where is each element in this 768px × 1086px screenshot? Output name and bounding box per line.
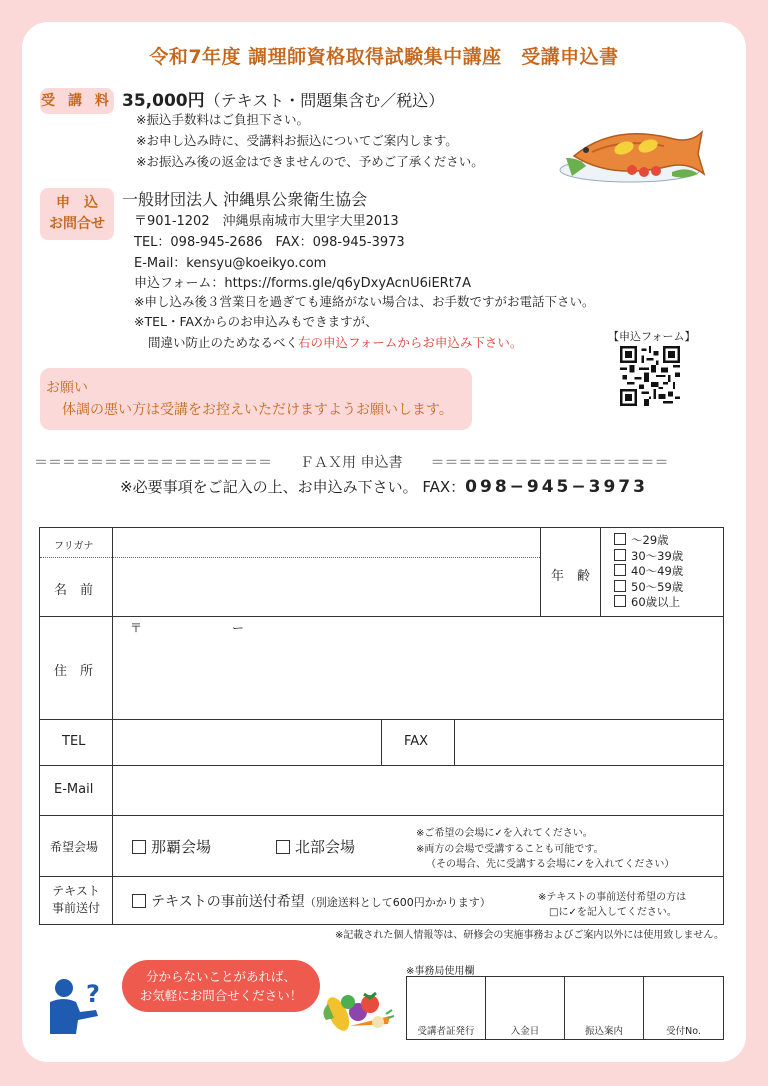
qr-caption: 【申込フォーム】 bbox=[608, 330, 696, 343]
checkbox[interactable] bbox=[614, 580, 626, 592]
email-field[interactable] bbox=[113, 766, 723, 815]
office-use-cell bbox=[565, 977, 644, 1039]
contact-note: ※申し込み後３営業日を過ぎても連絡がない場合は、お手数ですがお電話下さい。 bbox=[134, 294, 595, 309]
application-form bbox=[39, 527, 724, 925]
office-use-column-label: 振込案内 bbox=[584, 1026, 623, 1037]
venue-hokubu-label: 北部会場 bbox=[295, 838, 356, 856]
age-option[interactable] bbox=[614, 549, 683, 565]
inquiry-bubble bbox=[122, 960, 320, 1012]
office-use-column-label: 入金日 bbox=[510, 1026, 540, 1037]
age-option[interactable] bbox=[614, 580, 683, 596]
age-option[interactable] bbox=[614, 533, 683, 549]
name-field[interactable] bbox=[113, 558, 540, 616]
fee-label: 受 講 料 bbox=[40, 88, 114, 114]
email-label: E-Mail bbox=[54, 782, 94, 797]
office-use-column-label: 受講者証発行 bbox=[417, 1026, 475, 1037]
checkbox[interactable] bbox=[132, 840, 146, 854]
age-option[interactable] bbox=[614, 595, 683, 611]
checkbox[interactable] bbox=[614, 549, 626, 561]
text-shipping-label bbox=[48, 883, 104, 917]
contact-tel-fax: TEL：098-945-2686 FAX：098-945-3973 bbox=[134, 235, 405, 250]
checkbox[interactable] bbox=[276, 840, 290, 854]
person-question-icon bbox=[44, 978, 110, 1034]
contact-address: 〒901-1202 沖縄県南城市大里字大里2013 bbox=[134, 214, 399, 229]
organization-name: 一般財団法人 沖縄県公衆衛生協会 bbox=[122, 190, 368, 209]
fax-label: FAX bbox=[404, 734, 429, 749]
furigana-field[interactable] bbox=[113, 528, 540, 557]
text-shipping-label-line: 事前送付 bbox=[51, 901, 100, 915]
tel-label: TEL bbox=[62, 734, 86, 749]
age-option-label: 30～39歳 bbox=[631, 548, 684, 563]
tel-field[interactable] bbox=[113, 720, 381, 765]
age-option-label: ～29歳 bbox=[631, 533, 669, 547]
privacy-note: ※記載された個人情報等は、研修会の実施事務およびご案内以外には使用致しません。 bbox=[335, 930, 724, 941]
age-option-label: 60歳以上 bbox=[631, 595, 681, 609]
fee-note: ※振込手数料はご負担下さい。 bbox=[136, 112, 309, 127]
contact-note bbox=[148, 333, 522, 351]
venue-hokubu-option[interactable] bbox=[276, 836, 355, 857]
grilled-fish-icon bbox=[552, 118, 714, 190]
fax-instruction: ※必要事項をご記入の上、お申込み下さい。 FAX： bbox=[120, 478, 466, 496]
fee-note: ※お申し込み時に、受講料お振込についてご案内します。 bbox=[136, 133, 458, 148]
fax-number: 098−945−3973 bbox=[465, 477, 648, 497]
fee-amount: 35,000円 bbox=[122, 91, 205, 111]
request-box bbox=[40, 368, 472, 430]
text-shipping-note: ※テキストの事前送付希望の方は bbox=[538, 892, 687, 903]
text-shipping-label-line: テキスト bbox=[52, 884, 100, 898]
age-option[interactable] bbox=[614, 564, 683, 580]
text-shipping-fee-note: （別途送料として600円かかります） bbox=[304, 896, 491, 909]
contact-note: ※TEL・FAXからのお申込みもできますが、 bbox=[134, 314, 378, 329]
contact-label bbox=[40, 188, 114, 240]
venue-naha-option[interactable] bbox=[132, 836, 211, 857]
checkbox[interactable] bbox=[132, 894, 146, 908]
address-field[interactable] bbox=[113, 617, 723, 719]
fee-note: ※お振込み後の返金はできませんので、予めご了承ください。 bbox=[136, 154, 484, 169]
fee-detail: （テキスト・問題集含む／税込） bbox=[204, 91, 445, 110]
contact-form-url[interactable]: 申込フォーム：https://forms.gle/q6yDxyAcnU6iERt7A bbox=[134, 276, 471, 291]
bubble-line: お気軽にお問合せください！ bbox=[139, 988, 303, 1003]
qr-code-icon[interactable] bbox=[620, 346, 680, 406]
postal-dash: ー bbox=[232, 621, 245, 635]
text-shipping-option-label: テキストの事前送付希望 bbox=[151, 894, 305, 910]
furigana-label: フリガナ bbox=[54, 541, 94, 552]
venue-naha-label: 那覇会場 bbox=[151, 838, 212, 856]
office-use-table bbox=[406, 976, 724, 1040]
bubble-line: 分からないことがあれば、 bbox=[145, 969, 296, 984]
contact-email[interactable]: E-Mail：kensyu@koeikyo.com bbox=[134, 256, 327, 271]
office-use-label: ※事務局使用欄 bbox=[406, 966, 475, 977]
fee-amount-line bbox=[122, 86, 444, 111]
office-use-cell bbox=[486, 977, 565, 1039]
venue-note: ※両方の会場で受講することも可能です。 bbox=[416, 844, 604, 855]
office-use-cell bbox=[644, 977, 723, 1039]
request-body: 体調の悪い方は受講をお控えいただけますようお願いします。 bbox=[62, 402, 453, 418]
contact-note-prefix: 間違い防止のためなるべく bbox=[148, 335, 299, 350]
fax-form-heading: ＝＝＝＝＝＝＝＝＝＝＝＝＝＝＝＝＝ ＦＡＸ用 申込書 ＝＝＝＝＝＝＝＝＝＝＝＝＝＝＝＝＝ bbox=[34, 455, 669, 471]
age-label: 年 齢 bbox=[551, 569, 591, 584]
fax-field[interactable] bbox=[455, 720, 723, 765]
text-shipping-option[interactable] bbox=[132, 891, 491, 911]
contact-label-line: 申 込 bbox=[56, 195, 98, 211]
checkbox[interactable] bbox=[614, 533, 626, 545]
contact-label-line: お問合せ bbox=[49, 216, 105, 232]
postal-mark: 〒 bbox=[130, 621, 143, 635]
name-label: 名 前 bbox=[54, 583, 94, 598]
vegetables-icon bbox=[320, 984, 394, 1036]
text-shipping-note: □に✓を記入してください。 bbox=[549, 907, 677, 918]
address-label: 住 所 bbox=[54, 664, 94, 679]
contact-note-highlight: 右の申込フォームからお申込み下さい。 bbox=[298, 335, 523, 350]
age-option-label: 50～59歳 bbox=[631, 579, 684, 594]
fax-instruction-line bbox=[0, 476, 768, 497]
checkbox[interactable] bbox=[614, 595, 626, 607]
svg-text:?: ? bbox=[86, 980, 100, 1008]
age-option-label: 40～49歳 bbox=[631, 564, 684, 578]
request-title: お願い bbox=[46, 380, 88, 396]
office-use-column-label: 受付No. bbox=[666, 1026, 701, 1037]
page-title: 令和7年度 調理師資格取得試験集中講座 受講申込書 bbox=[149, 46, 619, 68]
age-options bbox=[614, 533, 683, 611]
office-use-cell bbox=[407, 977, 486, 1039]
venue-label: 希望会場 bbox=[50, 840, 99, 854]
venue-note: （その場合、先に受講する会場に✓を入れてください） bbox=[426, 859, 675, 870]
venue-note: ※ご希望の会場に✓を入れてください。 bbox=[416, 828, 593, 839]
checkbox[interactable] bbox=[614, 564, 626, 576]
